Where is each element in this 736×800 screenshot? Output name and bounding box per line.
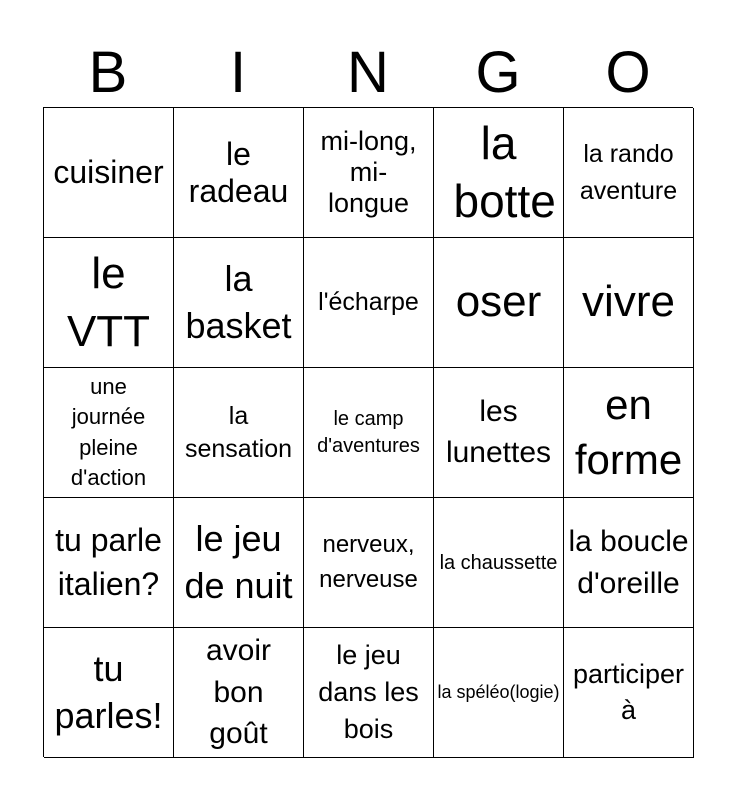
cell-text: tu parle italien?: [55, 522, 162, 602]
cell-text: le VTT: [66, 249, 151, 356]
bingo-cell[interactable]: [434, 368, 564, 498]
header-letter-b: B: [88, 40, 128, 105]
cell-text: participer à: [572, 659, 685, 725]
bingo-cell[interactable]: [434, 108, 564, 238]
bingo-cell[interactable]: [174, 238, 304, 368]
cell-text: la basket: [185, 257, 292, 346]
bingo-cell[interactable]: [44, 628, 174, 758]
cell-text: la spéléo(logie): [437, 682, 560, 703]
bingo-cell[interactable]: [174, 108, 304, 238]
bingo-cell[interactable]: [174, 628, 304, 758]
bingo-cell[interactable]: [434, 628, 564, 758]
cell-text: les lunettes: [445, 395, 552, 469]
bingo-cell[interactable]: [44, 238, 174, 368]
header-letter-i: I: [229, 40, 247, 105]
cell-text: mi-long, mi-longue: [320, 125, 417, 219]
cell-text: le jeu de nuit: [184, 517, 293, 606]
cell-text: nerveux, nerveuse: [319, 530, 418, 593]
cell-text: l'écharpe: [318, 288, 419, 317]
header-letter-n: N: [347, 40, 389, 105]
cell-text: le jeu dans les bois: [318, 639, 419, 745]
bingo-cell[interactable]: [174, 368, 304, 498]
bingo-grid: [43, 107, 693, 757]
cell-text: cuisiner: [53, 154, 164, 191]
bingo-cell[interactable]: [304, 238, 434, 368]
bingo-cell[interactable]: [564, 108, 694, 238]
cell-text: la boucle d'oreille: [568, 525, 689, 600]
bingo-cell[interactable]: [304, 498, 434, 628]
cell-text: le camp d'aventures: [317, 407, 420, 457]
bingo-cell[interactable]: [44, 108, 174, 238]
cell-text: tu parles!: [54, 647, 163, 736]
cell-text: la rando aventure: [579, 140, 678, 205]
header-letter-g: G: [475, 40, 521, 105]
bingo-cell[interactable]: [174, 498, 304, 628]
cell-text: la sensation: [184, 402, 293, 463]
bingo-cell[interactable]: [44, 368, 174, 498]
bingo-cell[interactable]: [434, 498, 564, 628]
bingo-cell[interactable]: [304, 368, 434, 498]
cell-text: en forme: [574, 380, 683, 483]
bingo-cell[interactable]: [564, 368, 694, 498]
bingo-header: [43, 38, 693, 108]
cell-text: une journée pleine d'action: [70, 373, 147, 490]
cell-text: la chaussette: [439, 551, 558, 574]
cell-text: avoir bon goût: [205, 634, 272, 751]
header-letter-o: O: [605, 40, 651, 105]
bingo-cell[interactable]: [304, 628, 434, 758]
bingo-cell[interactable]: [44, 498, 174, 628]
cell-text: oser: [455, 277, 542, 327]
cell-text: le radeau: [188, 135, 289, 209]
bingo-cell[interactable]: [564, 498, 694, 628]
bingo-cell[interactable]: [434, 238, 564, 368]
bingo-cell[interactable]: [564, 238, 694, 368]
cell-text: la botte: [453, 117, 556, 227]
bingo-cell[interactable]: [304, 108, 434, 238]
cell-text: vivre: [582, 277, 675, 327]
bingo-cell[interactable]: [564, 628, 694, 758]
